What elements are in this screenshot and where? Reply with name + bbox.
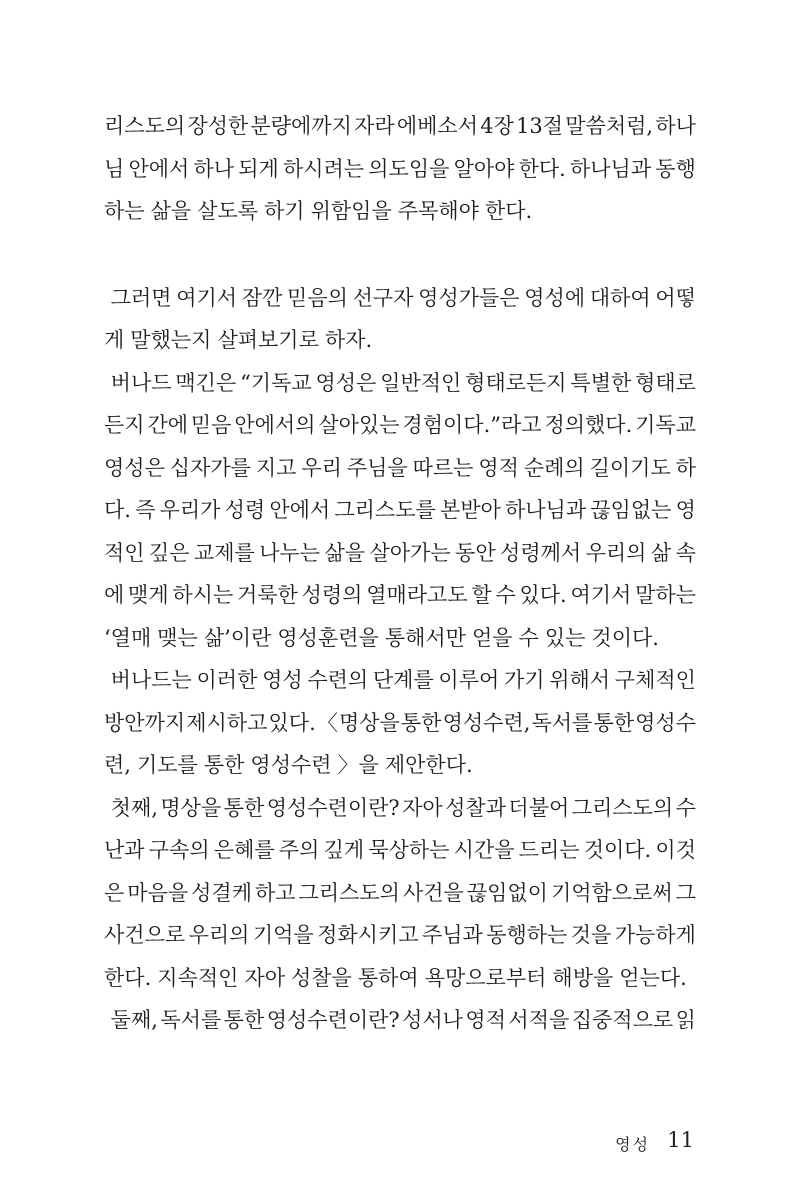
text-line: 둘째, 독서를 통한 영성수련이란? 성서나 영적 서적을 집중적으로 읽 — [104, 1008, 696, 1032]
text-line: 적인 깊은 교제를 나누는 삶을 살아가는 동안 성령께서 우리의 삶 속 — [104, 540, 696, 565]
text-line: 다. 즉 우리가 성령 안에서 그리스도를 본받아 하나님과 끊임없는 영 — [104, 498, 696, 522]
text-line: 사건으로 우리의 기억을 정화시키고 주님과 동행하는 것을 가능하게 — [104, 923, 696, 947]
text-line: 리스도의 장성한 분량에까지 자라 에베소서 4장 13절 말씀처럼, 하나 — [104, 114, 696, 138]
page-number: 11 — [667, 1128, 694, 1152]
text-line: 첫째, 명상을 통한 영성수련이란? 자아 성찰과 더불어 그리스도의 수 — [104, 795, 696, 820]
text-line: 게 말했는지 살펴보기로 하자. — [104, 328, 373, 352]
page-footer — [0, 1128, 800, 1158]
text-line: 련, 기도를 통한 영성수련 〉을 제안한다. — [104, 753, 473, 777]
text-line: ‘열매 맺는 삶’이란 영성훈련을 통해서만 얻을 수 있는 것이다. — [104, 625, 659, 650]
text-line: 영성은 십자가를 지고 우리 주님을 따르는 영적 순례의 길이기도 하 — [104, 455, 696, 480]
text-line: 한다. 지속적인 자아 성찰을 통하여 욕망으로부터 해방을 얻는다. — [104, 965, 687, 990]
text-line: 하는 삶을 살도록 하기 위함임을 주목해야 한다. — [104, 199, 533, 223]
text-line: 은 마음을 성결케 하고 그리스도의 사건을 끊임없이 기억함으로써 그 — [104, 880, 696, 905]
text-line: 난과 구속의 은혜를 주의 깊게 묵상하는 시간을 드리는 것이다. 이것 — [104, 838, 696, 862]
text-line: 그러면 여기서 잠깐 믿음의 선구자 영성가들은 영성에 대하여 어떻 — [104, 285, 696, 310]
text-line: 든지 간에 믿음 안에서의 살아있는 경험이다.”라고 정의했다. 기독교 — [104, 413, 696, 437]
running-head: 영성 — [615, 1135, 650, 1154]
text-line: 버나드는 이러한 영성 수련의 단계를 이루어 가기 위해서 구체적인 — [104, 668, 696, 692]
text-line: 님 안에서 하나 되게 하시려는 의도임을 알아야 한다. 하나님과 동행 — [104, 156, 696, 181]
text-line: 에 맺게 하시는 거룩한 성령의 열매라고도 할 수 있다. 여기서 말하는 — [104, 583, 696, 607]
text-line: 버나드 맥긴은 “기독교 영성은 일반적인 형태로든지 특별한 형태로 — [104, 370, 696, 395]
text-line: 방안까지 제시하고 있다. 〈 명상을 통한 영성수련, 독서를 통한 영성수 — [104, 710, 696, 735]
